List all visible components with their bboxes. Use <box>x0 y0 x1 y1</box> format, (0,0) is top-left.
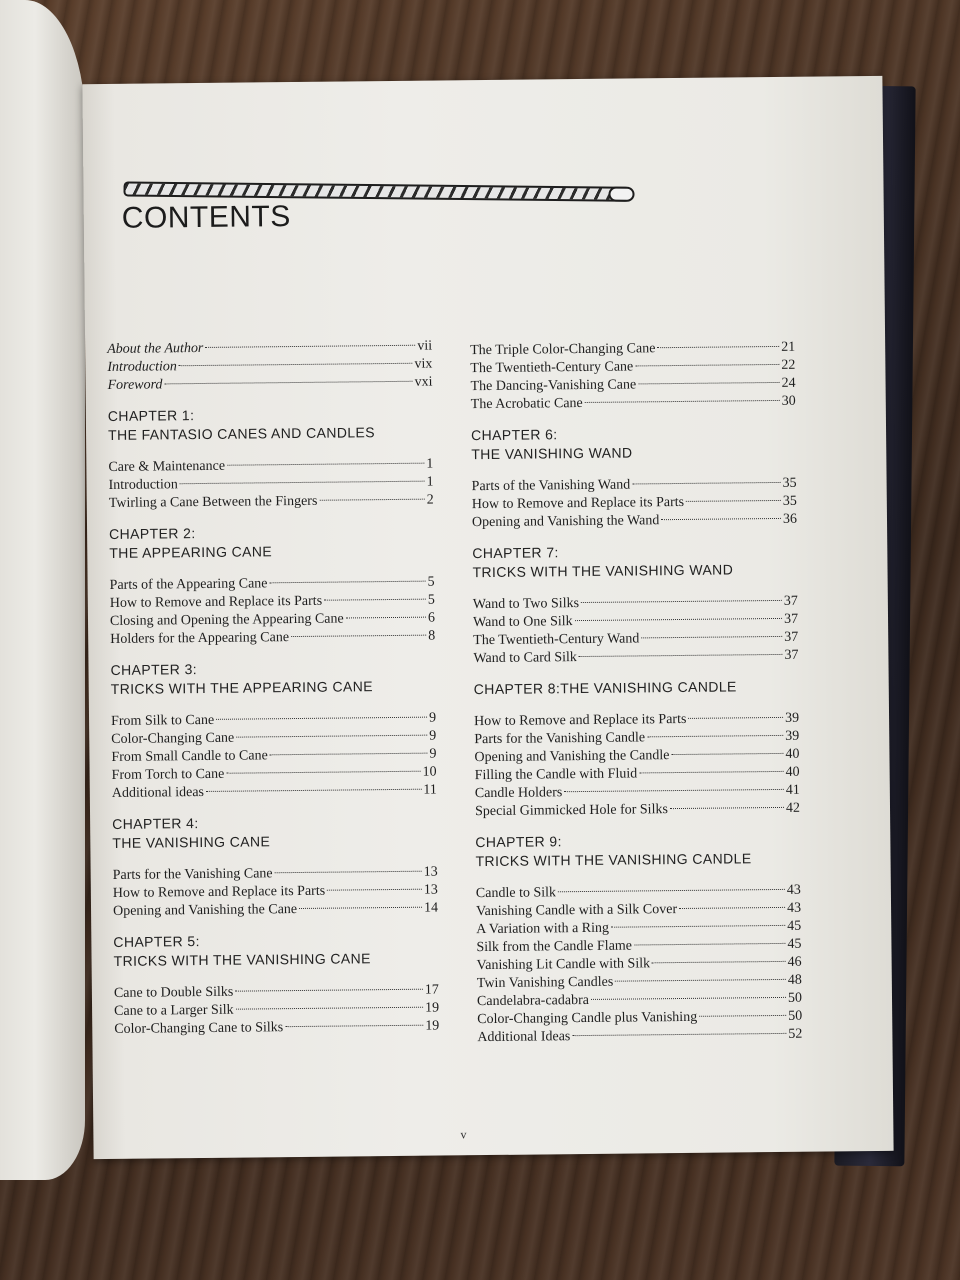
chapter-number: CHAPTER 8:THE VANISHING CANDLE <box>473 678 737 698</box>
toc-entry <box>113 900 438 921</box>
toc-entry-page: 19 <box>425 1018 440 1034</box>
toc-entry-title: Care & Maintenance <box>108 458 226 475</box>
toc-entry-title: How to Remove and Replace its Parts <box>109 593 323 611</box>
toc-entry-page: 40 <box>785 746 800 762</box>
toc-entry-page: vii <box>417 338 433 354</box>
toc-entry-title: Parts for the Vanishing Candle <box>474 730 646 748</box>
toc-entry-page: 35 <box>782 493 797 509</box>
toc-entry-group <box>470 339 796 414</box>
toc-entry-page: 37 <box>783 593 798 609</box>
dot-leader <box>236 1007 424 1010</box>
toc-entry-group <box>472 475 798 532</box>
toc-entry-title: Silk from the Candle Flame <box>476 938 633 956</box>
dot-leader <box>324 599 426 601</box>
dot-leader <box>670 807 784 809</box>
chapter-number: CHAPTER 3: <box>110 661 198 678</box>
toc-entry-title: Cane to Double Silks <box>113 984 234 1001</box>
dot-leader <box>641 636 782 638</box>
chapter-number: CHAPTER 2: <box>109 525 196 542</box>
chapter-title: TRICKS WITH THE VANISHING CANE <box>113 950 371 969</box>
toc-entry-page: 9 <box>429 728 437 744</box>
dot-leader <box>205 345 415 348</box>
toc-entry-title: Holders for the Appearing Cane <box>110 630 290 647</box>
toc-entry-page: 52 <box>788 1026 803 1042</box>
toc-entry-page: 22 <box>781 357 796 373</box>
dot-leader <box>632 482 780 485</box>
toc-entry <box>473 647 798 668</box>
toc-entry-group <box>110 574 436 649</box>
toc-entry-title: Candle to Silk <box>475 885 557 902</box>
toc-entry-group <box>107 338 433 395</box>
toc-entry-title: Opening and Vanishing the Candle <box>474 748 670 766</box>
toc-entry-title: From Silk to Cane <box>110 712 215 729</box>
dot-leader <box>639 771 783 774</box>
dot-leader <box>615 979 786 982</box>
toc-entry-page: 24 <box>781 375 796 391</box>
toc-entry-page: 43 <box>786 882 801 898</box>
chapter-heading <box>474 677 799 699</box>
toc-entry-title: Color-Changing Cane <box>111 730 235 747</box>
page-title: CONTENTS <box>121 200 291 235</box>
page-number: v <box>460 1127 467 1142</box>
chapter-heading <box>472 541 797 582</box>
dot-leader <box>657 346 779 348</box>
chapter-heading <box>113 930 438 971</box>
toc-entry-page: 9 <box>428 710 437 726</box>
toc-entry-page: 50 <box>787 990 803 1006</box>
dot-leader <box>285 1025 423 1027</box>
toc-entry-page: 42 <box>785 800 801 816</box>
dot-leader <box>299 907 422 909</box>
dot-leader <box>346 617 426 619</box>
toc-entry-page: 17 <box>424 982 439 998</box>
toc-entry-title: Additional ideas <box>111 784 205 801</box>
toc-entry-title: Vanishing Lit Candle with Silk <box>476 956 651 974</box>
dot-leader <box>558 889 785 892</box>
dot-leader <box>652 961 786 963</box>
toc-entry-group <box>113 864 439 921</box>
dot-leader <box>579 654 783 657</box>
left-page-edge <box>0 0 85 1180</box>
toc-entry-page: 37 <box>783 611 799 627</box>
dot-leader <box>611 925 785 928</box>
dot-leader <box>235 989 423 992</box>
toc-entry-title: Color-Changing Cane to Silks <box>114 1020 284 1037</box>
toc-entry-group <box>474 710 800 821</box>
dot-leader <box>226 771 420 774</box>
toc-entry-page: 35 <box>782 475 797 491</box>
dot-leader <box>591 997 786 1000</box>
chapter-heading <box>110 658 435 699</box>
chapter-heading <box>108 404 433 445</box>
toc-entry-page: 13 <box>423 882 438 898</box>
toc-entry-group <box>473 593 799 668</box>
toc-entry-title: Opening and Vanishing the Wand <box>471 513 660 531</box>
toc-entry-title: Cane to a Larger Silk <box>114 1002 234 1019</box>
toc-entry <box>110 628 435 649</box>
toc-entry-title: Wand to Card Silk <box>473 650 577 667</box>
toc-entry-title: Filling the Candle with Fluid <box>474 766 638 784</box>
toc-entry-title: The Twentieth-Century Cane <box>470 359 634 377</box>
chapter-heading <box>475 830 800 871</box>
toc-entry-page: 45 <box>787 936 802 952</box>
toc-entry-title: Wand to Two Silks <box>472 596 580 613</box>
toc-entry-title: The Acrobatic Cane <box>470 395 583 413</box>
dot-leader <box>679 907 785 909</box>
chapter-title: THE VANISHING WAND <box>471 444 633 463</box>
dot-leader <box>572 1033 786 1036</box>
dot-leader <box>671 753 783 755</box>
toc-entry-page: 37 <box>784 647 799 663</box>
toc-entry-title: Introduction <box>108 477 178 493</box>
toc-entry-group <box>476 882 803 1047</box>
toc-entry-title: Introduction <box>107 359 177 375</box>
toc-entry <box>477 1026 802 1047</box>
dot-leader <box>575 618 782 621</box>
cane-illustration <box>123 181 632 201</box>
toc-entry-page: 39 <box>785 728 800 744</box>
toc-entry-group <box>108 456 434 513</box>
toc-entry-title: The Triple Color-Changing Cane <box>470 341 656 359</box>
toc-entry-title: From Torch to Cane <box>111 766 225 783</box>
toc-entry-page: 9 <box>429 746 437 762</box>
toc-entry-title: Twin Vanishing Candles <box>476 974 614 992</box>
dot-leader <box>236 735 427 738</box>
chapter-number: CHAPTER 4: <box>112 815 199 832</box>
toc-entry-title: Additional Ideas <box>477 1029 571 1046</box>
dot-leader <box>686 500 781 502</box>
chapter-number: CHAPTER 6: <box>471 426 558 444</box>
toc-entry-title: Candelabra-cadabra <box>476 992 590 1010</box>
toc-entry-page: 36 <box>782 511 798 527</box>
toc-entry-title: About the Author <box>107 340 204 357</box>
dot-leader <box>638 382 779 384</box>
chapter-number: CHAPTER 9: <box>475 833 562 851</box>
toc-entry <box>107 374 432 395</box>
toc-entry-page: 19 <box>425 1000 440 1016</box>
toc-entry-title: The Dancing-Vanishing Cane <box>470 377 637 395</box>
toc-entry-title: Candle Holders <box>474 785 563 802</box>
toc-entry-title: A Variation with a Ring <box>476 920 610 938</box>
toc-entry-page: 2 <box>426 492 434 508</box>
toc-entry-title: Opening and Vanishing the Cane <box>112 902 298 919</box>
toc-entry <box>109 492 434 513</box>
toc-entry <box>472 511 797 532</box>
dot-leader <box>661 518 781 520</box>
toc-entry-title: Parts of the Appearing Cane <box>109 576 268 593</box>
dot-leader <box>270 753 428 756</box>
toc-entry-title: Parts of the Vanishing Wand <box>471 477 631 495</box>
toc-entry-title: From Small Candle to Cane <box>111 748 268 765</box>
toc-entry-page: 21 <box>781 339 796 355</box>
dot-leader <box>291 635 426 637</box>
dot-leader <box>635 364 779 367</box>
contents-page <box>82 76 893 1159</box>
dot-leader <box>647 735 783 737</box>
dot-leader <box>216 717 427 720</box>
toc-entry-page: 10 <box>422 764 437 780</box>
toc-entry-page: 46 <box>787 954 802 970</box>
dot-leader <box>227 463 424 466</box>
toc-entry-title: Twirling a Cane Between the Fingers <box>108 493 318 511</box>
toc-entry-page: 40 <box>785 764 800 780</box>
dot-leader <box>269 581 425 584</box>
dot-leader <box>275 871 422 874</box>
dot-leader <box>581 600 782 603</box>
toc-entry-title: Closing and Opening the Appearing Cane <box>109 611 344 629</box>
dot-leader <box>206 789 421 792</box>
toc-entry-page: 30 <box>781 393 796 409</box>
toc-entry-page: 14 <box>423 900 439 916</box>
toc-entry-page: vix <box>414 356 433 372</box>
chapter-heading <box>471 423 796 464</box>
chapter-title: THE FANTASIO CANES AND CANDLES <box>107 424 376 443</box>
dot-leader <box>164 381 412 385</box>
dot-leader <box>564 789 784 792</box>
toc-entry-page: 50 <box>788 1008 803 1024</box>
toc-entry <box>112 782 437 803</box>
dot-leader <box>688 717 783 719</box>
chapter-title: TRICKS WITH THE VANISHING WAND <box>472 561 734 581</box>
toc-entry-title: Vanishing Candle with a Silk Cover <box>476 902 678 920</box>
dot-leader <box>319 499 424 501</box>
toc-entry-group <box>114 982 440 1039</box>
chapter-title: THE VANISHING CANE <box>112 833 271 851</box>
chapter-title: THE APPEARING CANE <box>109 543 273 561</box>
toc-entry-title: Color-Changing Candle plus Vanishing <box>477 1009 698 1028</box>
toc-entry-page: 5 <box>427 574 435 590</box>
cane-tip <box>608 187 634 202</box>
dot-leader <box>327 889 422 891</box>
toc-entry-title: How to Remove and Replace its Parts <box>474 711 687 730</box>
toc-entry-page: 39 <box>784 710 800 726</box>
toc-entry-title: The Twentieth-Century Wand <box>473 631 640 649</box>
toc-entry-title: Foreword <box>107 377 163 393</box>
toc-entry-page: 37 <box>784 629 799 645</box>
toc-entry-page: 1 <box>426 456 434 472</box>
toc-entry-page: 41 <box>785 782 800 798</box>
chapter-number: CHAPTER 1: <box>107 407 195 424</box>
toc-entry <box>475 800 800 821</box>
chapter-title: TRICKS WITH THE VANISHING CANDLE <box>475 850 752 870</box>
toc-entry-page: 1 <box>426 474 434 490</box>
chapter-number: CHAPTER 5: <box>113 933 200 950</box>
toc-entry-page: 6 <box>427 610 436 626</box>
dot-leader <box>634 943 785 946</box>
toc-entry <box>114 1018 439 1039</box>
toc-entry-title: Parts for the Vanishing Cane <box>112 866 273 883</box>
toc-left-column <box>107 338 439 1043</box>
chapter-number: CHAPTER 7: <box>472 544 559 562</box>
chapter-title: TRICKS WITH THE APPEARING CANE <box>110 678 374 697</box>
toc-entry-page: 13 <box>423 864 438 880</box>
toc-entry-page: 11 <box>423 782 437 798</box>
toc-entry-page: 43 <box>786 900 802 916</box>
toc-entry-title: How to Remove and Replace its Parts <box>112 883 326 901</box>
toc-entry-title: Wand to One Silk <box>472 614 573 631</box>
toc-right-column <box>470 339 802 1051</box>
dot-leader <box>179 363 413 366</box>
dot-leader <box>699 1015 786 1017</box>
toc-entry-page: vxi <box>414 374 433 390</box>
toc-entry-page: 48 <box>787 972 802 988</box>
toc-entry-group <box>111 710 437 803</box>
toc-entry-title: How to Remove and Replace its Parts <box>471 494 685 513</box>
toc-entry <box>471 393 796 414</box>
dot-leader <box>585 400 780 403</box>
toc-entry-title: Special Gimmicked Hole for Silks <box>474 802 668 820</box>
chapter-heading <box>112 812 437 853</box>
dot-leader <box>180 481 425 485</box>
toc-entry-page: 8 <box>428 628 436 644</box>
toc-entry-page: 5 <box>427 592 435 608</box>
toc-entry-page: 45 <box>787 918 802 934</box>
chapter-heading <box>109 522 434 563</box>
